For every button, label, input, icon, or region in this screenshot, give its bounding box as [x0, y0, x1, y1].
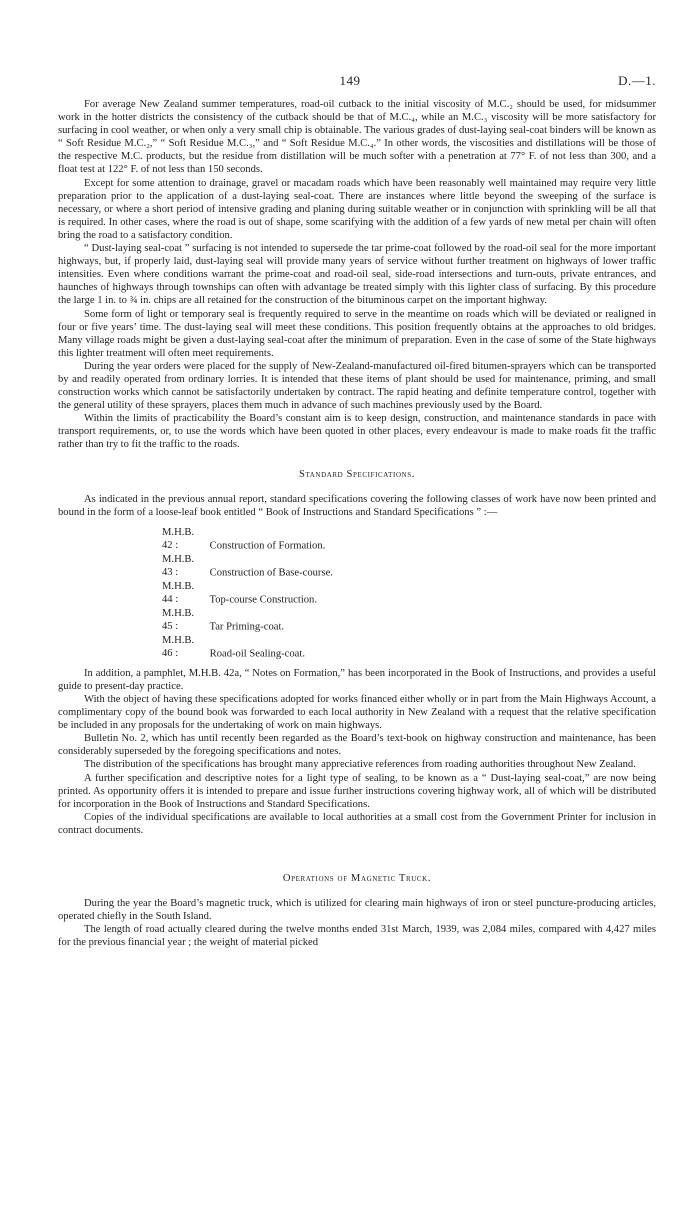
spec-code: M.H.B. 43 : — [162, 553, 195, 579]
spec-code: M.H.B. 42 : — [162, 526, 195, 552]
list-item — [162, 580, 656, 607]
spec-code: M.H.B. 44 : — [162, 580, 195, 606]
paragraph: Within the limits of practicability the Board’s constant aim is to keep design, construction, and maintenance standards in pace with transport requirements, or, to use the words which have been quoted in other places, every endeavour is made to make roads fit the traffic rather than try to fit the traffic to the roads. — [58, 413, 656, 451]
paragraph: Bulletin No. 2, which has until recently been regarded as the Board’s text-book on highway construction and maintenance, has been considerably superseded by the foregoing specifications and notes. — [58, 733, 656, 758]
paragraph: “ Dust-laying seal-coat ” surfacing is not intended to supersede the tar prime-coat followed by the road-oil seal for the more important highways, but, if properly laid, dust-laying seal will provide many years of service without further treatment on highways of lower traffic intensities. Even where conditions warrant the prime-coat and road-oil seal, side-road intersections and turn-outs, private entrances, and haunches of highways through townships can often with advantage be treated simply with this lighter class of surfacing. By this procedure the large 1 in. to ¾ in. chips are all retained for the construction of the bituminous carpet on the important highway. — [58, 243, 656, 307]
spec-code: M.H.B. 45 : — [162, 607, 195, 633]
spec-title: Road-oil Sealing-coat. — [209, 648, 305, 660]
spec-title: Top-course Construction. — [209, 594, 317, 606]
spec-title: Construction of Formation. — [209, 540, 326, 552]
paragraph: During the year orders were placed for the supply of New-Zealand-manufactured oil-fired bitumen-sprayers which can be transported by and readily operated from ordinary lorries. It is intended that these items of plant should be used for maintenance, priming, and small construction works which cannot be satisfactorily undertaken by contract. The rapid heating and definite temperature control, together with the general utility of these sprayers, places them much in advance of such machines previously used by the Board. — [58, 360, 656, 412]
paragraph: Some form of light or temporary seal is frequently required to serve in the meantime on roads which will be deviated or realigned in four or five years’ time. The dust-laying seal will meet these conditions. This position frequently obtains at the approaches to old bridges. Many village roads might be given a dust-laying seal-coat after the minimum of preparation. Even in the case of some of the State highways this lighter treatment will often meet requirements. — [58, 308, 656, 359]
list-item — [162, 553, 656, 580]
spec-code: M.H.B. 46 : — [162, 634, 195, 660]
paragraph: The distribution of the specifications has brought many appreciative references from roading authorities throughout New Zealand. — [84, 759, 636, 771]
page-body — [58, 98, 656, 950]
specification-list — [162, 526, 656, 661]
spec-title: Construction of Base-course. — [209, 567, 333, 579]
page-number: 149 — [339, 73, 361, 88]
list-item — [162, 607, 656, 634]
paragraph: Copies of the individual specifications are available to local authorities at a small cost from the Government Printer for inclusion in contract documents. — [58, 811, 656, 836]
paragraph: As indicated in the previous annual report, standard specifications covering the following classes of work have now been printed and bound in the form of a loose-leaf book entitled “ Book of Instructions and Standard Specifications ” :— — [58, 493, 656, 518]
list-item — [162, 634, 656, 661]
paragraph: With the object of having these specifications adopted for works financed either wholly or in part from the Main Highways Account, a complimentary copy of the bound book was forwarded to each local authority in New Zealand with a request that the relative specification be included in any proposals for the undertaking of work on main highways. — [58, 694, 656, 732]
section-heading-standard-specifications: Standard Specifications. — [298, 468, 416, 480]
list-item — [162, 526, 656, 553]
section-heading-magnetic-truck: Operations of Magnetic Truck. — [282, 873, 432, 885]
paragraph: In addition, a pamphlet, M.H.B. 42a, “ Notes on Formation,” has been incorporated in the Book of Instructions, and provides a useful guide to present-day practice. — [58, 667, 656, 692]
paragraph: During the year the Board’s magnetic truck, which is utilized for clearing main highways of iron or steel puncture-producing articles, operated chiefly in the South Island. — [58, 898, 656, 923]
document-code: D.—1. — [618, 73, 656, 88]
paragraph: For average New Zealand summer temperatures, road-oil cutback to the initial viscosity of M.C.₂ should be used, for midsummer work in the hotter districts the consistency of the cutback should be that of M.C.₄, while an M.C.₃ viscosity will be more satisfactory for surfacing in cool weather, or when only a very small chip is obtainable. The various grades of dust-laying seal-coat binders will be known as “ Soft Residue M.C.₂,” “ Soft Residue M.C.₃,” and “ Soft Residue M.C.₄.” In other words, the viscosities and distillations will be those of the respective M.C. products, but the residue from distillation will be much softer with a penetration at 77° F. of not less than 300, and a float test at 122° F. of not less than 150 seconds. — [58, 99, 656, 176]
paragraph: Except for some attention to drainage, gravel or macadam roads which have been reasonably well maintained may require very little preparation prior to the application of a dust-laying seal-coat. There are instances where little beyond the sweeping of the surface is necessary, or where a short period of intensive grading and planing during suitable weather or in conjunction with sprinkling will be all that is required. In other cases, where the road is out of shape, some scarifying with the addition of a few yards of new metal per chain will often bring the road to a satisfactory condition. — [58, 177, 656, 241]
paragraph: The length of road actually cleared during the twelve months ended 31st March, 1939, was 2,084 miles, compared with 4,427 miles for the previous financial year ; the weight of material picked — [58, 924, 656, 949]
paragraph: A further specification and descriptive notes for a light type of sealing, to be known as a “ Dust-laying seal-coat,” are now being printed. As opportunity offers it is intended to prepare and issue further instructions covering highway work, all of which will be distributed for incorporation in the Book of Instructions and Standard Specifications. — [58, 772, 656, 810]
spec-title: Tar Priming-coat. — [209, 621, 285, 633]
